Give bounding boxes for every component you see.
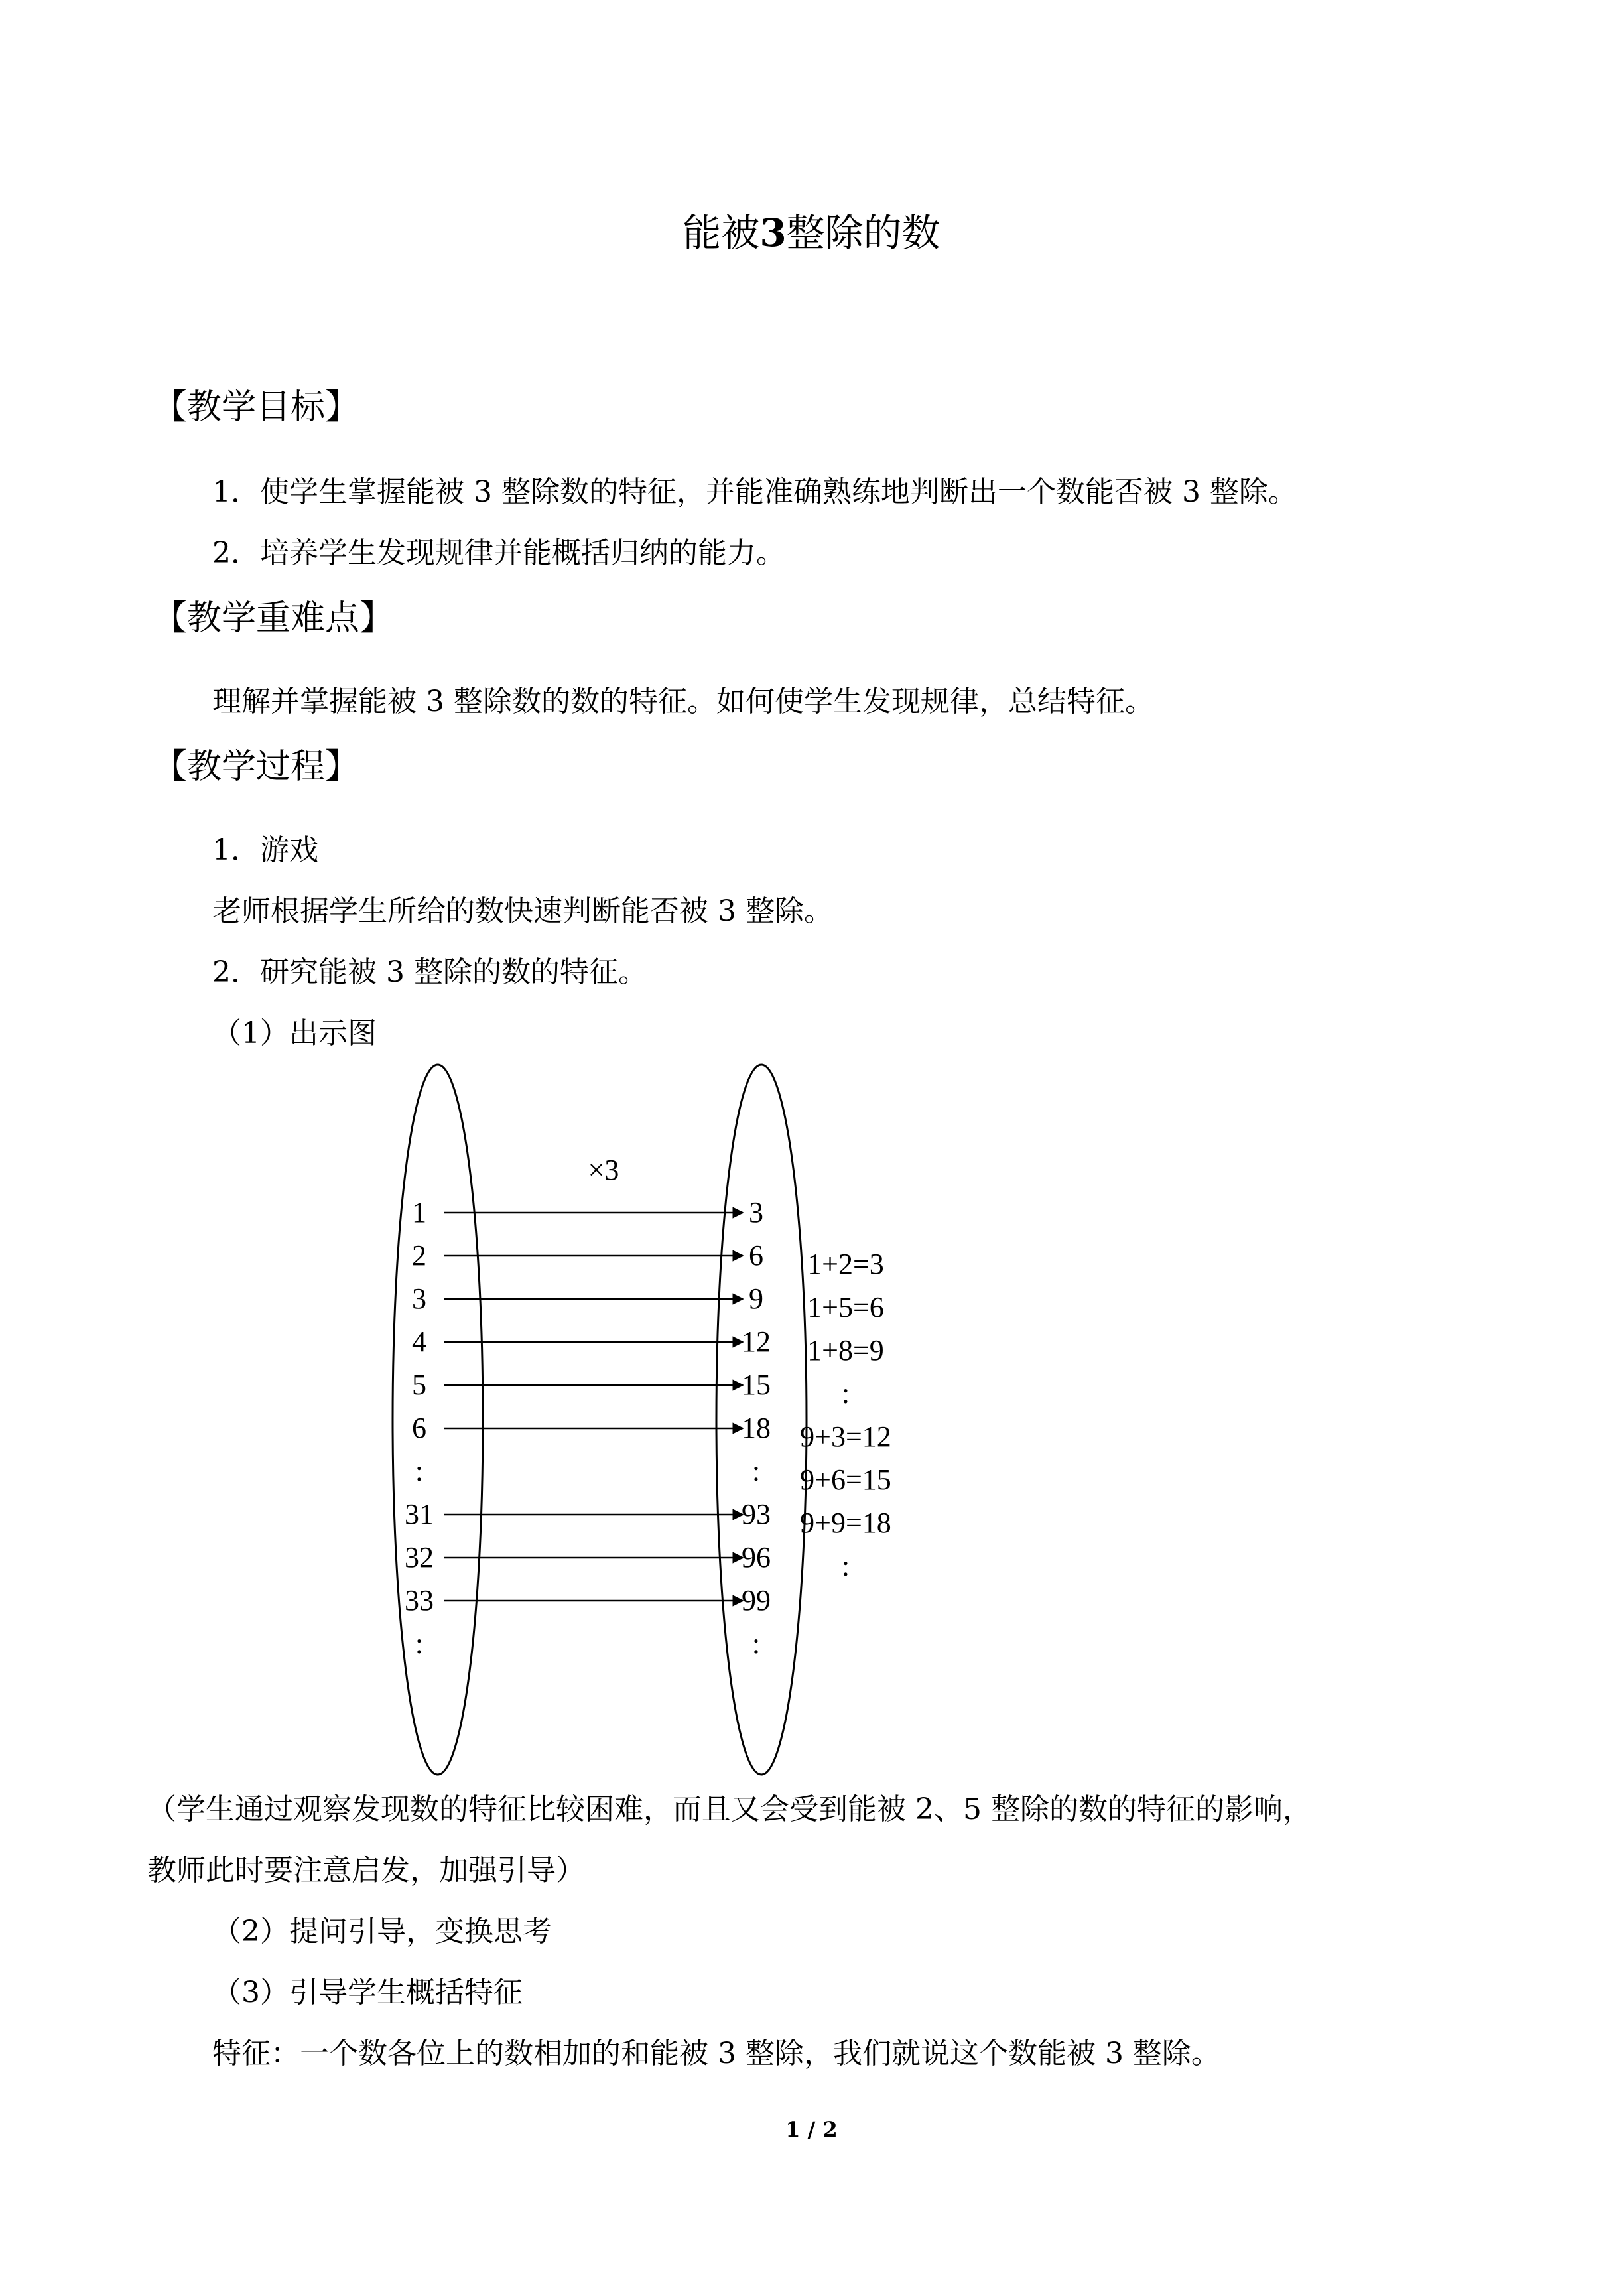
right-number: 96 (742, 1541, 771, 1574)
digit-sum: : (841, 1377, 850, 1410)
digit-sum: 9+9=18 (800, 1507, 891, 1539)
key-points-text: 理解并掌握能被 3 整除数的数的特征。如何使学生发现规律，总结特征。 (212, 685, 1154, 718)
right-number: 6 (749, 1239, 763, 1272)
game-heading: 1．游戏 (212, 833, 318, 867)
feature-statement: 特征：一个数各位上的数相加的和能被 3 整除，我们就说这个数能被 3 整除。 (212, 2037, 1220, 2070)
title-number: 3 (759, 210, 787, 255)
left-number: 32 (405, 1541, 434, 1574)
page-number: 1 / 2 (785, 2117, 838, 2142)
digit-sum: 9+6=15 (800, 1463, 891, 1496)
show-figure-label: （1）出示图 (212, 1016, 377, 1050)
section-heading-process: 【教学过程】 (153, 747, 360, 787)
step-2: （2）提问引导，变换思考 (212, 1915, 552, 1948)
right-number: 93 (742, 1498, 771, 1530)
digit-sum: 1+5=6 (807, 1291, 884, 1323)
section-heading-goals: 【教学目标】 (153, 387, 360, 427)
right-number: 18 (742, 1412, 771, 1444)
left-number: 1 (412, 1196, 426, 1229)
operator-label: ×3 (588, 1154, 619, 1186)
goal-item-1: 1．使学生掌握能被 3 整除数的特征，并能准确熟练地判断出一个数能否被 3 整除。 (212, 475, 1297, 509)
digit-sum: : (841, 1550, 850, 1582)
digit-sum: 1+2=3 (807, 1248, 884, 1280)
left-number: 3 (412, 1282, 426, 1315)
note-line-2: 教师此时要注意启发，加强引导） (147, 1854, 585, 1887)
left-number: 2 (412, 1239, 426, 1272)
multiply-by-3-diagram (371, 1061, 968, 1778)
digit-sum: 9+3=12 (800, 1420, 891, 1453)
left-number: : (415, 1455, 424, 1487)
note-line-1: （学生通过观察发现数的特征比较困难，而且又会受到能被 2、5 整除的数的特征的影响， (147, 1792, 1312, 1826)
right-number: 3 (749, 1196, 763, 1229)
left-number: 4 (412, 1325, 426, 1358)
left-set-ellipse (393, 1065, 483, 1775)
left-number: 5 (412, 1369, 426, 1401)
right-number: 99 (742, 1584, 771, 1617)
left-number: : (415, 1627, 424, 1660)
left-number: 33 (405, 1584, 434, 1617)
right-number: 12 (742, 1325, 771, 1358)
study-heading: 2．研究能被 3 整除的数的特征。 (212, 955, 647, 989)
right-number: : (751, 1455, 761, 1487)
right-number: : (751, 1627, 761, 1660)
right-number: 15 (742, 1369, 771, 1401)
digit-sum: 1+8=9 (807, 1334, 884, 1367)
right-number: 9 (749, 1282, 763, 1315)
page-title: 能被3整除的数 (682, 210, 941, 255)
goal-item-2: 2．培养学生发现规律并能概括归纳的能力。 (212, 536, 785, 570)
section-heading-key-points: 【教学重难点】 (153, 598, 395, 638)
left-number: 6 (412, 1412, 426, 1444)
left-number: 31 (405, 1498, 434, 1530)
step-3: （3）引导学生概括特征 (212, 1976, 523, 2009)
game-text: 老师根据学生所给的数快速判断能否被 3 整除。 (212, 894, 833, 928)
